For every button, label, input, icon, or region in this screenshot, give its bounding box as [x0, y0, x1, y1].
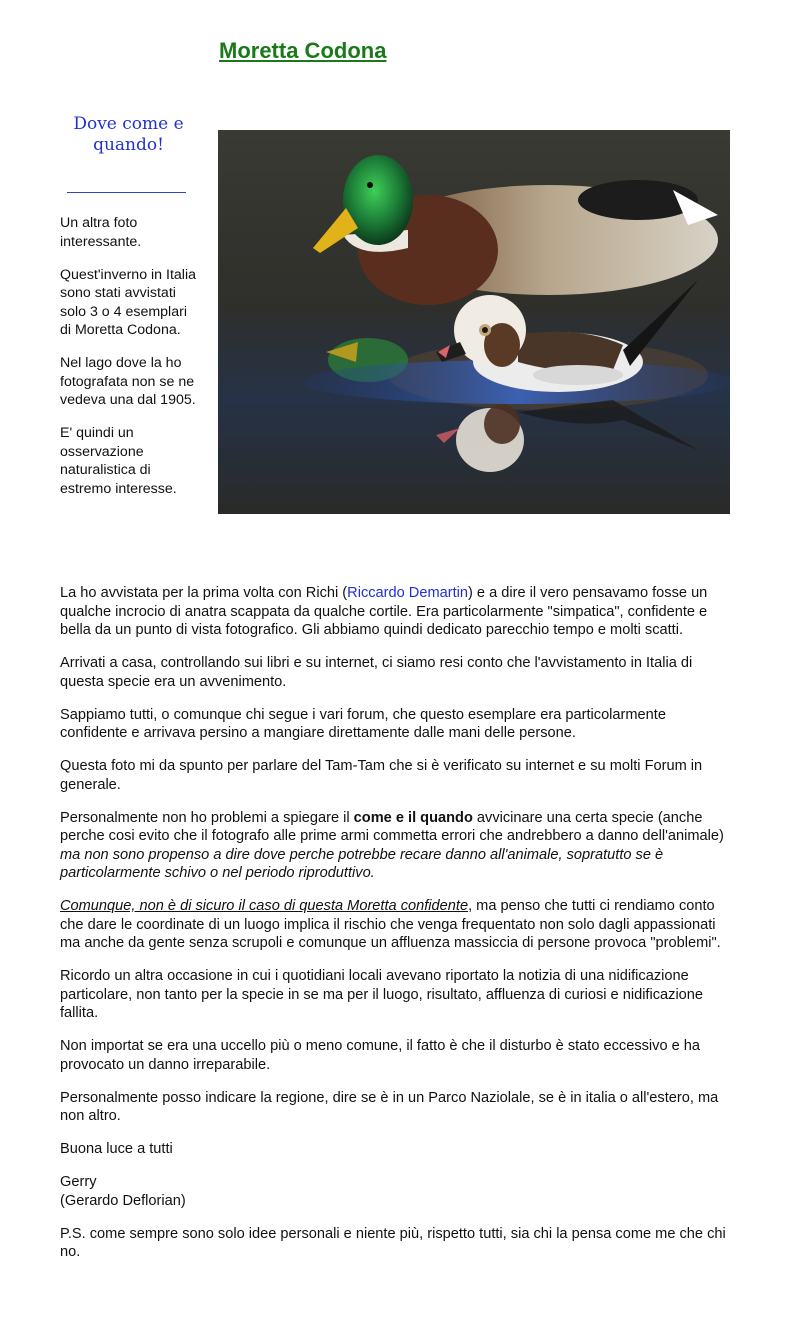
article-paragraph: Comunque, non è di sicuro il caso di questa Moretta confidente, ma penso che tutti ci rendiamo conto che dare le coordinate di un luogo implica il rischio che venga frequentato non solo dagli appassionati ma anche da gente senza scrupoli e comunque un affluenza massiccia di persone provoca "problemi". — [60, 898, 721, 951]
article-paragraph: Ricordo un altra occasione in cui i quotidiani locali avevano riportato la notizia di una nidificazione particolare, non tanto per la specie in se ma per il luogo, risultato, affluenza di curiosi e nidificazione fallita. — [60, 968, 704, 1021]
article-paragraph: Buona luce a tutti — [60, 1141, 173, 1157]
riccardo-demartin-link[interactable]: Riccardo Demartin — [347, 585, 468, 601]
bold-phrase: come e il quando — [353, 809, 473, 826]
article-paragraph: Personalmente non ho problemi a spiegare il come e il quando avvicinare una certa specie (anche perche cosi evito che il fotografo alle prime armi commetta errori che andrebbero a danno dell'animale) ma non sono propenso a dire dove perche potrebbe recare danno all'animale, sopratutto se è particolarmente schivo o nel periodo riproduttivo. — [60, 809, 724, 881]
article-paragraph: Sappiamo tutti, o comunque chi segue i vari forum, che questo esemplare era particolarmente confidente e arrivava persino a mangiare direttamente dalle mani delle persone. — [60, 706, 666, 741]
article-paragraph: Arrivati a casa, controllando sui libri e su internet, ci siamo resi conto che l'avvistamento in Italia di questa specie era un avvenimento. — [60, 655, 693, 690]
signature-full-name: (Gerardo Deflorian) — [60, 1192, 186, 1209]
sidebar-column — [60, 214, 200, 513]
article-paragraph: Questa foto mi da spunto per parlare del Tam-Tam che si è verificato su internet e su molti Forum in generale. — [60, 758, 703, 793]
sidebar-divider — [67, 192, 186, 193]
sidebar-paragraph: Quest'inverno in Italia sono stati avvistati solo 3 o 4 esemplari di Moretta Codona. — [60, 266, 196, 338]
photo-image — [218, 130, 730, 514]
article-paragraph: Non importat se era una uccello più o meno comune, il fatto è che il disturbo è stato eccessivo e ha provocato un danno irreparabile. — [60, 1038, 701, 1073]
article-paragraph: Personalmente posso indicare la regione, dire se è in un Parco Naziolale, se è in italia o all'estero, ma non altro. — [60, 1089, 719, 1124]
article-body — [60, 584, 730, 1276]
sidebar-paragraph: E' quindi un osservazione naturalistica di estremo interesse. — [60, 425, 177, 497]
signature — [60, 1173, 730, 1210]
underlined-italic-phrase: Comunque, non è di sicuro il caso di questa Moretta confidente — [60, 898, 469, 914]
postscript: P.S. come sempre sono solo idee personali e niente più, rispetto tutti, sia chi la pensa come me che chi no. — [60, 1225, 726, 1260]
sidebar-paragraph: Nel lago dove la ho fotografata non se ne vedeva una dal 1905. — [60, 355, 196, 408]
sidebar-heading: Dove come e quando! — [73, 114, 184, 155]
duck-photo — [218, 130, 730, 514]
italic-phrase: ma non sono propenso a dire dove perche potrebbe recare danno all'animale, sopratutto se è particolarmente schivo o nel periodo riproduttivo. — [60, 846, 664, 881]
page-title: Moretta Codona — [219, 38, 387, 63]
sidebar-paragraph: Un altra foto interessante. — [60, 215, 142, 250]
signature-name: Gerry — [60, 1174, 97, 1190]
article-paragraph: La ho avvistata per la prima volta con Richi (Riccardo Demartin) e a dire il vero pensavamo fosse un qualche incrocio di anatra scappata da qualche cortile. Era particolarmente "simpatica", confidente e bella da un punto di vista fotografico. Gli abbiamo quindi dedicato parecchio tempo e molti scatti. — [60, 585, 708, 638]
